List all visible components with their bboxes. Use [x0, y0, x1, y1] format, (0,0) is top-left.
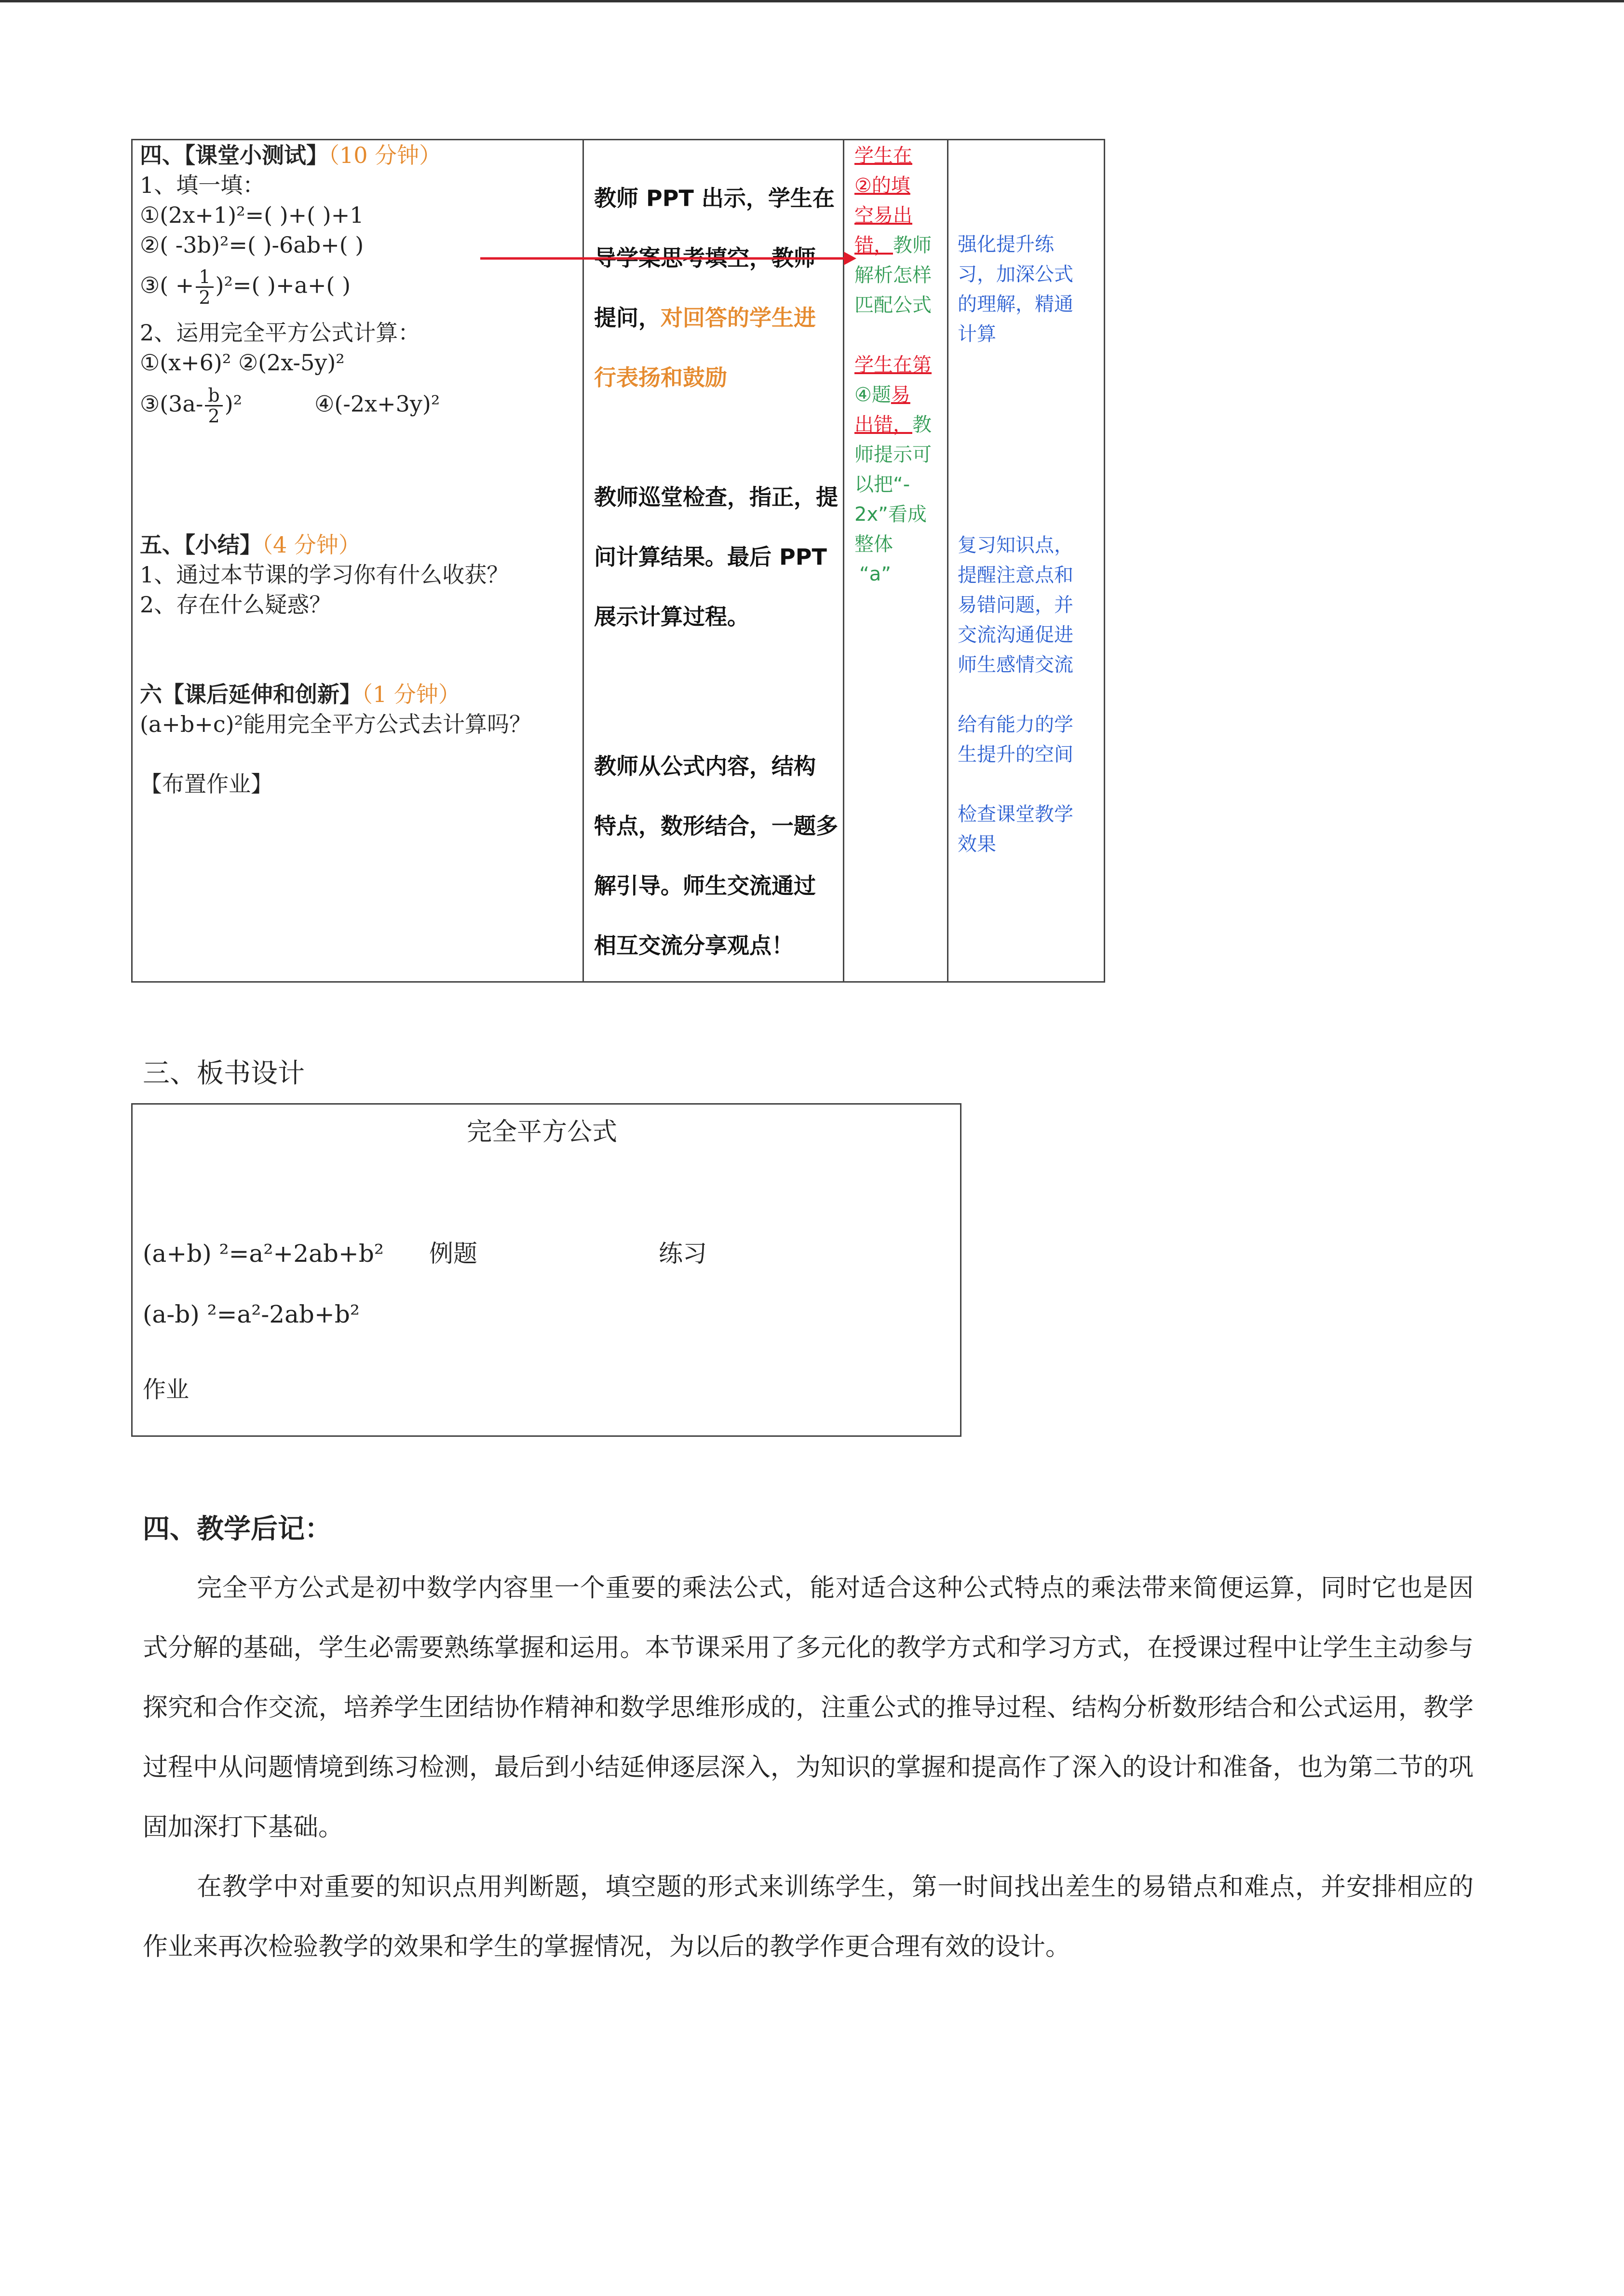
section6-title: 六【课后延伸和创新】 — [140, 681, 362, 707]
student-note-b3: 出错， — [854, 414, 912, 436]
q2-item3-start: ③(3a- — [140, 391, 203, 417]
q1-item2: ②( -3b)²=( )-6ab+( ) — [140, 232, 364, 258]
goal4-line2: 效果 — [958, 833, 996, 855]
section6-time: （1 分钟） — [362, 681, 460, 707]
fraction-numerator: 1 — [196, 267, 213, 288]
student-note-b5: 以把“- — [854, 473, 910, 496]
student-note-a2: ②的填 — [854, 175, 910, 197]
goal1-line1: 强化提升练 — [958, 233, 1054, 256]
section4-time: （10 分钟） — [328, 142, 442, 168]
teacher-line-1: 教师 PPT 出示，学生在 — [594, 185, 835, 211]
fraction-denominator: 2 — [199, 287, 211, 308]
q1-item3-start: ③( + — [140, 272, 194, 298]
student-note-b6: 2x”看成 — [854, 503, 927, 526]
board-example-label: 例题 — [429, 1240, 477, 1268]
goal2-line2: 提醒注意点和 — [958, 564, 1073, 586]
q2-item3-end: )² — [224, 391, 243, 417]
student-note-a4b: 教师 — [893, 234, 932, 257]
board-formula-1: (a+b) ²=a²+2ab+b² — [143, 1240, 384, 1268]
section6-question: (a+b+c)²能用完全平方公式去计算吗？ — [140, 711, 532, 737]
q1-item1: ①(2x+1)²=( )+( )+1 — [140, 202, 364, 228]
reflection-heading: 四、教学后记： — [143, 1513, 332, 1545]
goal2-line4: 交流沟通促进 — [958, 624, 1073, 646]
section5-time: （4 分钟） — [262, 532, 361, 558]
q1-item3 — [140, 267, 351, 307]
red-arrow-icon — [473, 246, 858, 275]
student-note-b2: ④题 — [854, 384, 891, 406]
section4-title: 四、【课堂小测试】 — [140, 142, 328, 168]
goal2-line5: 师生感情交流 — [958, 654, 1073, 676]
q1-item3-end: )²=( )+a+( ) — [215, 272, 351, 298]
q2-item4: ④(-2x+3y)² — [314, 391, 440, 417]
q2-items-1-2: ①(x+6)² ②(2x-5y)² — [140, 350, 345, 376]
board-formula-2: (a-b) ²=a²-2ab+b² — [143, 1300, 360, 1328]
reflection-paragraph-1: 完全平方公式是初中数学内容里一个重要的乘法公式，能对适合这种公式特点的乘法带来简便运算，同时它也是因式分解的基础，学生必需要熟练掌握和运用。本节课采用了多元化的教学方式和学习方式，在授课过程中让学生主动参与探究和合作交流，培养学生团结协作精神和数学思维形成的，注重公式的推导过程、结构分析数形结合和公式运用，教学过程中从问题情境到练习检测，最后到小结延伸逐层深入，为知识的掌握和提高作了深入的设计和准备，也为第二节的巩固加深打下基础。 — [143, 1574, 1474, 1842]
board-title: 完全平方公式 — [467, 1118, 618, 1147]
goal1-line3: 的理解，精通 — [958, 293, 1073, 315]
homework-label: 【布置作业】 — [140, 771, 273, 797]
teacher-line-8: 教师从公式内容，结构 — [594, 753, 816, 779]
goal1-line2: 习，加深公式 — [958, 263, 1073, 285]
teacher-line-3: 提问， — [594, 305, 661, 331]
teacher-line-5: 教师巡堂检查，指正，提 — [594, 484, 838, 510]
fraction-numerator: b — [205, 386, 222, 406]
teacher-line-7: 展示计算过程。 — [594, 604, 749, 630]
q2-items-3-4 — [140, 386, 440, 426]
student-note-a1: 学生在 — [854, 145, 912, 167]
goal1-line4: 计算 — [958, 323, 996, 345]
board-heading: 三、板书设计 — [143, 1058, 305, 1089]
section5-title: 五、【小结】 — [140, 532, 262, 558]
board-practice-label: 练习 — [659, 1240, 707, 1268]
goal2-line1: 复习知识点， — [958, 534, 1073, 556]
teacher-line-11: 相互交流分享观点！ — [594, 932, 794, 959]
student-note-a4: 错， — [854, 234, 893, 257]
board-homework: 作业 — [143, 1376, 189, 1403]
table-divider-3 — [947, 139, 948, 983]
goal3-line2: 生提升的空间 — [958, 743, 1073, 766]
student-note-b2b: 易 — [891, 384, 910, 406]
student-note-b3b: 教 — [912, 414, 932, 436]
goal2-line3: 易错问题，并 — [958, 594, 1073, 616]
fraction-denominator: 2 — [208, 405, 220, 427]
section5-question1: 1、通过本节课的学习你有什么收获？ — [140, 562, 509, 588]
student-note-b7: 整体 — [854, 533, 893, 555]
goal4-line1: 检查课堂教学 — [958, 803, 1073, 825]
reflection-paragraph-2: 在教学中对重要的知识点用判断题，填空题的形式来训练学生，第一时间找出差生的易错点和难点，并安排相应的作业来再次检验教学的效果和学生的掌握情况，为以后的教学作更合理有效的设计。 — [143, 1873, 1474, 1961]
student-note-a6: 匹配公式 — [854, 294, 932, 316]
q2-item3-fraction — [205, 386, 222, 426]
teacher-line-10: 解引导。师生交流通过 — [594, 873, 816, 899]
section5-question2: 2、存在什么疑惑？ — [140, 592, 332, 618]
page-top-rule — [0, 0, 1624, 2]
teacher-praise-1: 对回答的学生进 — [661, 305, 816, 331]
teacher-line-2: 导学案思考填空，教师 — [594, 245, 816, 271]
q1-title: 1、填一填： — [140, 172, 265, 198]
student-note-b8: “a” — [859, 563, 891, 585]
student-note-b1: 学生在第 — [854, 354, 932, 376]
student-note-b4: 师提示可 — [854, 444, 932, 466]
teacher-praise-2: 行表扬和鼓励 — [594, 365, 727, 391]
board-box — [131, 1103, 961, 1437]
goal3-line1: 给有能力的学 — [958, 714, 1073, 736]
student-note-a3: 空易出 — [854, 204, 912, 227]
q1-item3-fraction — [196, 267, 213, 307]
teacher-line-9: 特点，数形结合，一题多 — [594, 813, 838, 839]
teacher-line-6: 问计算结果。最后 PPT — [594, 544, 827, 570]
student-note-a5: 解析怎样 — [854, 264, 932, 286]
q2-title: 2、运用完全平方公式计算： — [140, 320, 420, 346]
